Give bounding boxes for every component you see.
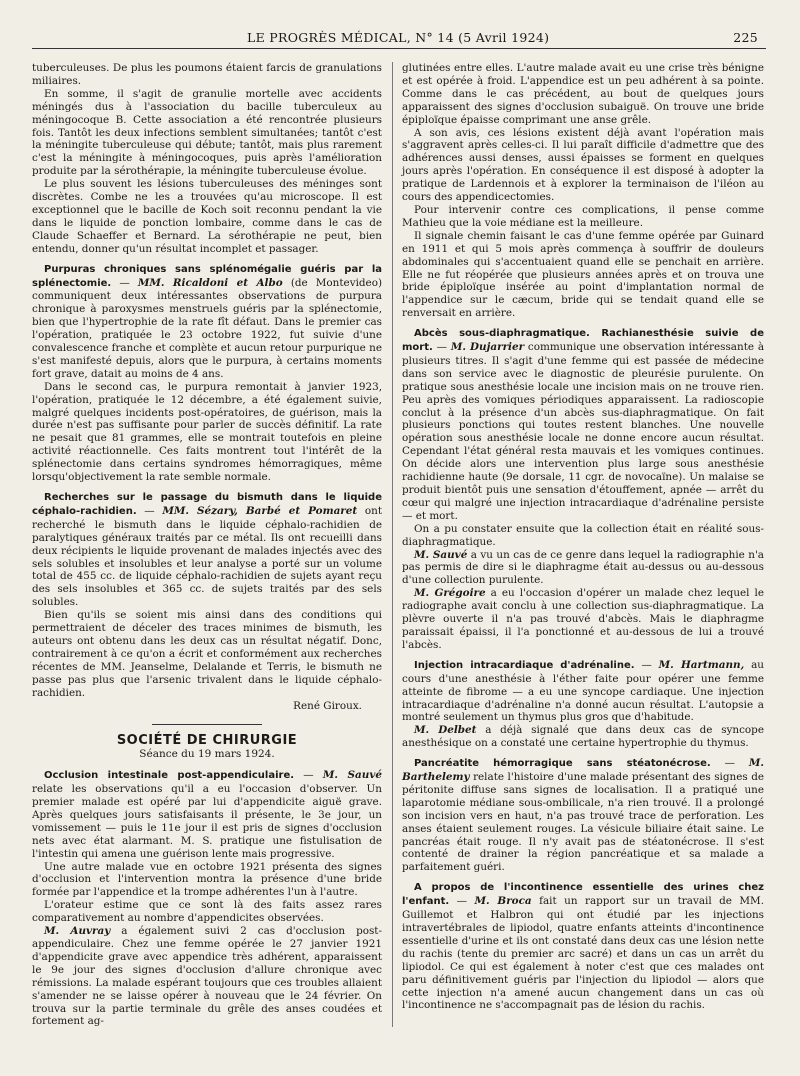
paragraph: M. Sauvé a vu un cas de ce genre dans lequel la radiographie n'a pas permis de dire si le diaphragme était au-dessus ou au-dessous d'une collection purulente. bbox=[402, 548, 764, 587]
paragraph: Purpuras chroniques sans splénomégalie guéris par la splénectomie. — MM. Ricaldoni et Albo (de Montevideo) communiquent deux intéressantes observations de purpura chronique à paroxysmes menstruels guéris par la splénectomie, bien que l'hypertrophie de la rate fît défaut. Dans le premier cas l'opération, pratiquée le 23 octobre 1922, fut suivie d'une convalescence franche et complète et aucun retour purpurique ne s'est manifesté depuis, alors que le purpura, à certains moments fort grave, datait au moins de 4 ans. bbox=[32, 263, 382, 380]
section-title: SOCIÉTÉ DE CHIRURGIE bbox=[116, 733, 298, 749]
page-number: 225 bbox=[733, 30, 758, 45]
paragraph: glutinées entre elles. L'autre malade avait eu une crise très bénigne et est opérée à froid. L'appendice est un peu adhérent à sa pointe. Comme dans le cas précédent, au bout de quelques jours apparaissent des signes d'occlusion subaiguë. On trouve une bride épiploïque épaisse comprimant une anse grêle. bbox=[402, 62, 764, 126]
paragraph: Injection intracardiaque d'adrénaline. — M. Hartmann, au cours d'une anesthésie à l'éther faite pour opérer une femme atteinte de fibrome — a eu une syncope cardiaque. Une injection intracardiaque d'adrénaline n'a donné aucun résultat. L'autopsie a montré seulement un thymus plus gros que d'habitude. bbox=[402, 658, 764, 724]
paragraph: L'orateur estime que ce sont là des faits assez rares comparativement au nombre d'appendicites observées. bbox=[32, 899, 382, 925]
article-heading: Abcès sous-diaphragmatique. Rachianesthésie suivie de mort. bbox=[402, 328, 764, 354]
paragraph: Dans le second cas, le purpura remontait à janvier 1923, l'opération, pratiquée le 12 décembre, a été également suivie, malgré quelques incidents post-opératoires, de guérison, mais la durée n'est pas suffisante pour parler de succès définitif. La rate ne pesait que 81 grammes, elle se montrait toutefois en pleine activité réactionnelle. Ces faits montrent tout l'intérêt de la splénectomie dans certains syndromes hémorragiques, même lorsqu'objectivement la rate semble normale. bbox=[32, 380, 382, 484]
journal-title: LE PROGRÈS MÉDICAL, N° 14 (5 Avril 1924) bbox=[247, 30, 550, 45]
section-date: Séance du 19 mars 1924. bbox=[139, 748, 275, 761]
running-header bbox=[32, 30, 766, 49]
paragraph: A son avis, ces lésions existent déjà avant l'opération mais s'aggravent après celles-ci. Il lui paraît difficile d'admettre que des adhérences aussi denses, aussi épaisses se forment en quelques jours après l'opération. En conséquence il est disposé à adopter la pratique de Lardennois et à explorer la terminaison de l'iléon au cours des appendicectomies. bbox=[402, 126, 764, 204]
author-names: M. Broca bbox=[474, 895, 532, 908]
paragraph: Une autre malade vue en octobre 1921 présenta des signes d'occlusion et l'intervention montra la présence d'une bride formée par l'appendice et la trompe adhérentes l'un à l'autre. bbox=[32, 860, 382, 899]
author-names: M. Sauvé bbox=[322, 769, 382, 782]
paragraph: Pancréatite hémorragique sans stéatonécrose. — M. Barthelemy relate l'histoire d'une malade présentant des signes de péritonite diffuse sans signes de localisation. Il a pratiqué une laparotomie médiane sous-ombilicale, n'a rien trouvé. Il a prolongé son incision vers en haut, n'a pas trouvé trace de perforation. Les anses étaient seulement rouges. La vésicule biliaire était saine. Le pancréas était rouge. Il n'y avait pas de stéatonécrose. Il s'est contenté de drainer la région pancréatique et sa malade a parfaitement guéri. bbox=[402, 757, 764, 874]
author-names: M. Delbet bbox=[414, 724, 477, 737]
article-heading: Purpuras chroniques sans splénomégalie guéris par la splénectomie. bbox=[32, 263, 382, 289]
signature: René Giroux. bbox=[293, 699, 362, 712]
author-names: M. Hartmann, bbox=[658, 658, 745, 671]
paragraph: Abcès sous-diaphragmatique. Rachianesthésie suivie de mort. — M. Dujarrier communique une observation intéressante à plusieurs titres. Il s'agit d'une femme qui est passée de médecine dans son service avec le diagnostic de pleurésie purulente. On pratique sous anesthésie locale une incision mais on ne trouve rien. Peu après des vomiques périodiques apparaissent. La radioscopie conclut à la présence d'un abcès sus-diaphragmatique. On fait plusieurs ponctions qui toutes restent blanches. Une nouvelle opération sous anesthésie locale ne donne encore aucun résultat. Cependant l'état général resta mauvais et les vomiques continues. On décide alors une intervention plus large sous anesthésie rachidienne haute (9e dorsale, 11 cgr. de novocaïne). Un malaise se produit bientôt puis une sensation d'étouffement, apnée — arrêt du cœur qui malgré une injection intracardiaque d'adrénaline persiste — et mort. bbox=[402, 328, 765, 522]
left-column bbox=[32, 62, 382, 1028]
author-names: M. Grégoire bbox=[414, 587, 486, 600]
article-heading: Occlusion intestinale post-appendiculaire. bbox=[44, 770, 295, 782]
paragraph: En somme, il s'agit de granulie mortelle avec accidents méningés dus à l'association du bacille tuberculeux au méningocoque B. Cette association a été rencontrée plusieurs fois. Tantôt les deux infections semblent simultanées; tantôt c'est la méningite tuberculeuse qui débute; tantôt, mais plus rarement c'est la méningite à méningocoques, puis après l'amélioration produite par la sérothérapie, la méningite tuberculeuse évolue. bbox=[32, 87, 382, 178]
paragraph: Il signale chemin faisant le cas d'une femme opérée par Guinard en 1911 et qui 5 mois après commença à souffrir de douleurs abdominales qui s'accentuaient quand elle se penchait en arrière. Elle ne fut réopérée que plusieurs années après et on trouva une bride épiploïque insérée au point d'implantation normal de l'appendice sur le cæcum, bride qui se tendait quand elle se renversait en arrière. bbox=[402, 229, 764, 320]
paragraph: Pour intervenir contre ces complications, il pense comme Mathieu que la voie médiane est la meilleure. bbox=[402, 203, 764, 229]
right-column bbox=[402, 62, 764, 1012]
paragraph: Bien qu'ils se soient mis ainsi dans des conditions qui permettraient de déceler des traces minimes de bismuth, les auteurs ont obtenu dans les deux cas un résultat négatif. Donc, contrairement à ce qu'on a écrit et conformément aux recherches récentes de MM. Jeanselme, Delalande et Terris, le bismuth ne passe pas plus que l'arsenic trivalent dans le liquide céphalo-rachidien. bbox=[32, 609, 382, 699]
author-names: MM. Sézary, Barbé et Pomaret bbox=[162, 504, 358, 517]
article-heading: Pancréatite hémorragique sans stéatonécrose. bbox=[414, 758, 711, 770]
column-divider bbox=[392, 62, 393, 1027]
author-names: M. Dujarrier bbox=[450, 341, 525, 354]
author-names: M. Auvray bbox=[44, 925, 111, 938]
paragraph: M. Grégoire a eu l'occasion d'opérer un malade chez lequel le radiographe avait conclu à une collection sus-diaphragmatique. La plèvre ouverte il n'a pas trouvé d'abcès. Mais le diaphragme paraissait épaissi, il l'a ponctionné et au-dessous de lui a trouvé l'abcès. bbox=[402, 587, 764, 651]
article-heading: Injection intracardiaque d'adrénaline. bbox=[414, 659, 635, 671]
paragraph: M. Auvray a également suivi 2 cas d'occlusion post-appendiculaire. Chez une femme opérée le 27 janvier 1921 d'appendicite grave avec appendice très adhérent, apparaissent le 9e jour des signes d'occlusion d'allure chronique avec rémissions. La malade espérant toujours que ces troubles allaient s'amender ne se laisse opérer à nouveau que le 24 février. On trouva sur la partie terminale du grêle des anses coudées et fortement ag- bbox=[32, 925, 382, 1028]
author-names: M. Barthelemy bbox=[402, 757, 764, 784]
paragraph: M. Delbet a déjà signalé que dans deux cas de syncope anesthésique on a constaté une certaine hypertrophie du thymus. bbox=[402, 724, 764, 750]
article-heading: Recherches sur le passage du bismuth dans le liquide céphalo-rachidien. bbox=[32, 492, 382, 517]
paragraph: Le plus souvent les lésions tuberculeuses des méninges sont discrètes. Combe ne les a trouvées qu'au microscope. Il est exceptionnel que le bacille de Koch soit reconnu pendant la vie dans le liquide de ponction lombaire, comme dans le cas de Claude Schaeffer et Bernard. La sérothérapie ne peut, bien entendu, donner qu'un résultat incomplet et passager. bbox=[32, 178, 382, 255]
author-names: MM. Ricaldoni et Albo bbox=[137, 276, 283, 289]
separator-rule bbox=[152, 724, 262, 725]
paragraph: Occlusion intestinale post-appendiculaire. — M. Sauvé relate les observations qu'il a eu l'occasion d'observer. Un premier malade est opéré par lui d'appendicite aiguë grave. Après quelques jours satisfaisants il présente, le 3e jour, un vomissement — puis le 11e jour il est pris de signes d'occlusion nets avec état alarmant. M. S. pratique une fistulisation de l'intestin qui amena une guérison lente mais progressive. bbox=[32, 769, 382, 860]
paragraph: A propos de l'incontinence essentielle des urines chez l'enfant. — M. Broca fait un rapport sur un travail de MM. Guillemot et Halbron qui ont étudié par les injections intravertébrales de lipiodol, quatre enfants atteints d'incontinence essentielle d'urine et ils ont constaté dans deux cas une lésion nette du rachis (tente du premier arc sacré) et dans un cas un arrêt du lipiodol. Ce qui est également à noter c'est que ces malades ont paru définitivement guéris par l'injection du lipiodol — alors que cette injection n'a amené aucun changement dans un cas où l'incontinence ne s'accompagnait pas de lésion du rachis. bbox=[402, 882, 764, 1012]
paragraph: On a pu constater ensuite que la collection était en réalité sous-diaphragmatique. bbox=[402, 522, 764, 548]
article-columns bbox=[32, 62, 766, 1062]
article-heading: A propos de l'incontinence essentielle des urines chez l'enfant. bbox=[402, 882, 764, 908]
author-names: M. Sauvé bbox=[414, 548, 468, 561]
paragraph: tuberculeuses. De plus les poumons étaient farcis de granulations miliaires. bbox=[32, 62, 382, 87]
paragraph: Recherches sur le passage du bismuth dans le liquide céphalo-rachidien. — MM. Sézary, Barbé et Pomaret ont recherché le bismuth dans le liquide céphalo-rachidien de paralytiques généraux traités par ce métal. Ils ont recueilli dans deux récipients le liquide provenant de malades injectés avec des sels solubles et insolubles et leur analyse a porté sur un volume total de 455 cc. de liquide céphalo-rachidien de sujets ayant reçu des sels insolubles et 365 cc. de sujets traités par des sels solubles. bbox=[32, 492, 383, 609]
